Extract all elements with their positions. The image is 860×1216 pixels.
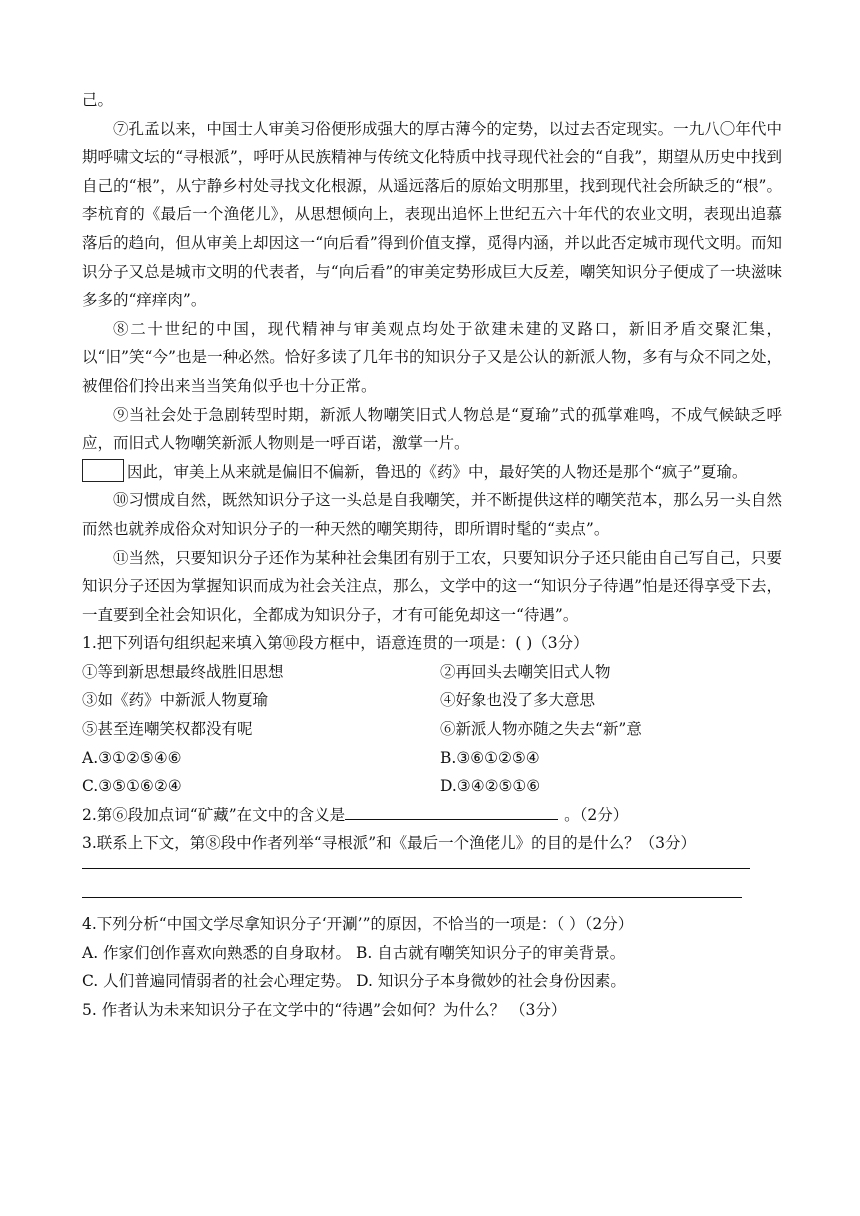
question-3-answer-line[interactable] xyxy=(82,868,750,869)
paragraph-8: ⑧二十世纪的中国，现代精神与审美观点均处于欲建未建的叉路口，新旧矛盾交聚汇集，以“旧”笑“今”也是一种必然。恰好多读了几年书的知识分子又是公认的新派人物，多有与众不同之处，被俚俗们拎出来当当笑角似乎也十分正常。 xyxy=(82,319,782,395)
question-1-item: ③如《药》中新派人物夏瑜 xyxy=(82,691,269,710)
question-1-item: ①等到新思想最终战胜旧思想 xyxy=(82,662,284,681)
question-1-items-row xyxy=(82,686,782,715)
question-4-option-d[interactable]: D. 知识分子本身微妙的社会身份因素。 xyxy=(356,972,626,991)
exam-page xyxy=(82,86,782,1024)
question-1-options-row xyxy=(82,744,782,773)
question-1-item: ⑤甚至连嘲笑权都没有呢 xyxy=(82,720,253,739)
answer-fill-box[interactable] xyxy=(82,459,124,482)
paragraph-10: ⑩习惯成自然，既然知识分子这一头总是自我嘲笑，并不断提供这样的嘲笑范本，那么另一头自然而然也就养成俗众对知识分子的一种天然的嘲笑期待，即所谓时髦的“卖点”。 xyxy=(82,491,782,538)
paragraph-9: ⑨当社会处于急剧转型时期，新派人物嘲笑旧式人物总是“夏瑜”式的孤掌难鸣，不成气候缺乏呼应，而旧式人物嘲笑新派人物则是一呼百诺，激掌一片。 xyxy=(82,405,782,453)
question-1-item: ②再回头去嘲笑旧式人物 xyxy=(440,662,611,681)
question-4-option-c[interactable]: C. 人们普遍同情弱者的社会心理定势。 xyxy=(82,972,352,991)
question-3-answer-line[interactable] xyxy=(82,897,742,898)
question-4-stem: 4.下列分析“中国文学尽拿知识分子‘开涮’”的原因，不恰当的一项是：（ ）（2分） xyxy=(82,915,634,934)
question-1-items-row xyxy=(82,715,782,744)
question-1-items-row xyxy=(82,658,782,687)
passage-continuation: 己。 xyxy=(82,91,114,109)
question-1-option-a[interactable]: A.③①②⑤④⑥ xyxy=(82,748,182,767)
question-3-stem: 3.联系上下文，第⑧段中作者列举“寻根派”和《最后一个渔佬儿》的目的是什么？（3分） xyxy=(82,834,697,853)
question-4-option-b[interactable]: B. 自古就有嘲笑知识分子的审美背景。 xyxy=(356,943,626,962)
question-1-option-d[interactable]: D.③④②⑤①⑥ xyxy=(440,777,541,796)
question-1-options-row xyxy=(82,772,782,801)
question-1-stem: 1.把下列语句组织起来填入第⑩段方框中，语意连贯的一项是：( )（3分） xyxy=(82,634,589,653)
question-4-option-a[interactable]: A. 作家们创作喜欢向熟悉的自身取材。 xyxy=(82,943,352,962)
paragraph-7: ⑦孔孟以来，中国士人审美习俗便形成强大的厚古薄今的定势，以过去否定现实。一九八〇年代中期呼啸文坛的“寻根派”，呼吁从民族精神与传统文化特质中找寻现代社会的“自我”，期望从历史中找到自己的“根”，从宁静乡村处寻找文化根源，从遥远落后的原始文明那里，找到现代社会所缺乏的“根”。李杭育的《最后一个渔佬儿》，从思想倾向上，表现出追怀上世纪五六十年代的农业文明，表现出追慕落后的趋向，但从审美上却因这一“向后看”得到价值支撑，觅得内涵，并以此否定城市现代文明。而知识分子又总是城市文明的代表者，与“向后看”的审美定势形成巨大反差，嘲笑知识分子便成了一块滋味多多的“痒痒肉”。 xyxy=(82,119,782,310)
question-2-answer-blank[interactable] xyxy=(345,803,558,820)
question-5-stem: 5. 作者认为未来知识分子在文学中的“待遇”会如何？为什么？ （3分） xyxy=(82,1000,567,1019)
paragraph-9-box-text: 因此，审美上从来就是偏旧不偏新，鲁迅的《药》中，最好笑的人物还是那个“疯子”夏瑜。 xyxy=(127,462,748,481)
question-2-stem-text: 2.第⑥段加点词“矿藏”在文中的含义是 xyxy=(82,805,346,824)
paragraph-11: ⑪当然，只要知识分子还作为某种社会集团有别于工农，只要知识分子还只能由自己写自己，只要知识分子还因为掌握知识而成为社会关注点，那么，文学中的这一“知识分子待遇”怕是还得享受下去，一直要到全社会知识化，全都成为知识分子，才有可能免却这一“待遇”。 xyxy=(82,548,782,624)
question-2-stem xyxy=(82,801,782,830)
question-1-option-c[interactable]: C.③⑤①⑥②④ xyxy=(82,777,182,796)
question-1-item: ⑥新派人物亦随之失去“新”意 xyxy=(440,720,642,739)
question-4-options-row xyxy=(82,939,782,968)
question-1-item: ④好象也没了多大意思 xyxy=(440,691,596,710)
question-4-options-row xyxy=(82,967,782,996)
question-1-option-b[interactable]: B.③⑥①②⑤④ xyxy=(440,748,540,767)
paragraph-9-box-line xyxy=(82,458,782,487)
question-2-points: 。（2分） xyxy=(564,805,629,824)
